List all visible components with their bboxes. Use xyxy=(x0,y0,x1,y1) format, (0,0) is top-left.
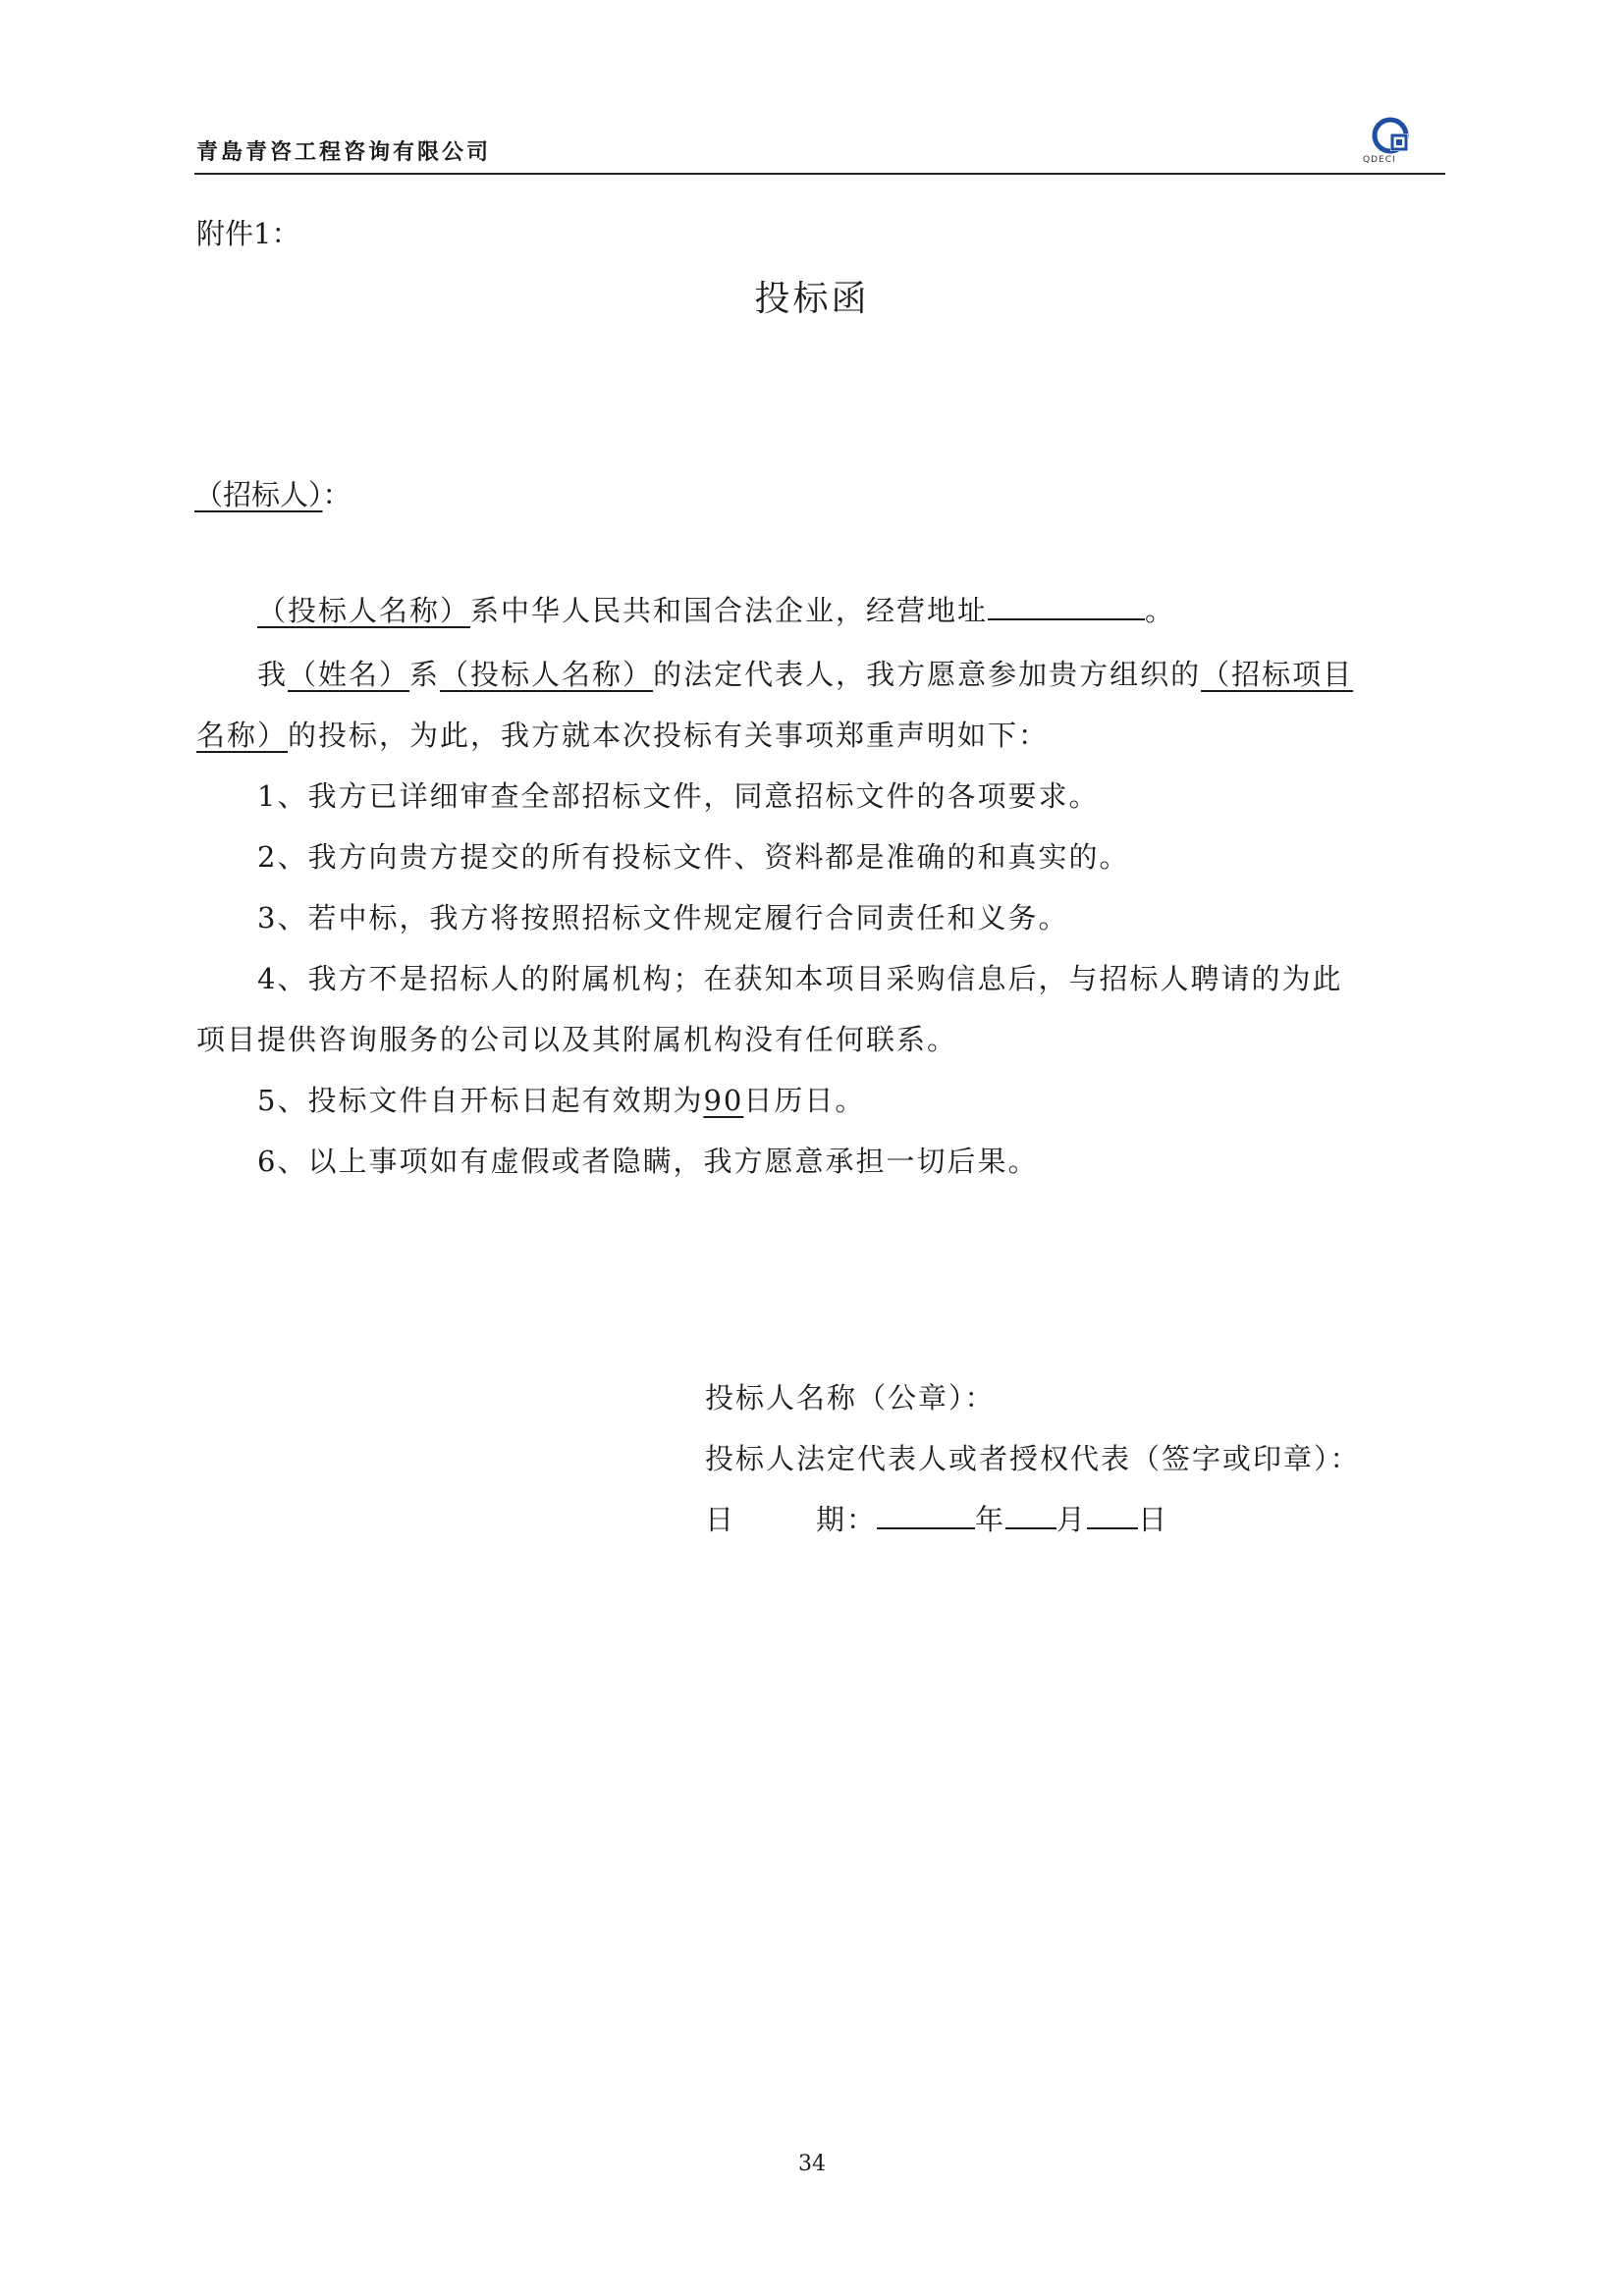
logo-text: QDECI xyxy=(1363,155,1396,165)
year-label: 年 xyxy=(975,1503,1006,1536)
item-4-line-2: 项目提供咨询服务的公司以及其附属机构没有任何联系。 xyxy=(196,1023,958,1056)
bidder-name-placeholder-2: （投标人名称） xyxy=(440,658,654,691)
item-5 xyxy=(196,1079,1508,1119)
date-line xyxy=(705,1498,1168,1538)
item-3: 3、若中标，我方将按照招标文件规定履行合同责任和义务。 xyxy=(257,901,1069,934)
bidder-name-placeholder: （投标人名称） xyxy=(257,594,471,627)
paragraph-2-line-1 xyxy=(196,653,1508,693)
month-label: 月 xyxy=(1056,1503,1088,1536)
representative-label: 投标人法定代表人或者授权代表（签字或印章）： xyxy=(705,1442,1361,1475)
page-number: 34 xyxy=(798,2152,826,2176)
attachment-label: 附件1： xyxy=(196,217,300,250)
p1-text: 系中华人民共和国合法企业，经营地址 xyxy=(470,594,989,627)
item-1: 1、我方已详细审查全部招标文件，同意招标文件的各项要求。 xyxy=(257,779,1100,813)
paragraph-1 xyxy=(196,589,1508,629)
project-name-placeholder-part1: （招标项目 xyxy=(1201,658,1354,691)
header-rule xyxy=(194,173,1445,175)
paragraph-2-line-2 xyxy=(196,714,1447,754)
addressee-line xyxy=(194,473,352,513)
date-label-2: 期： xyxy=(816,1503,878,1536)
day-label: 日 xyxy=(1138,1503,1169,1536)
p2-text3: 的投标，为此，我方就本次投标有关事项郑重声明如下： xyxy=(288,719,1050,752)
item-5-suffix: 日历日。 xyxy=(743,1084,866,1117)
day-blank xyxy=(1087,1500,1138,1529)
month-blank xyxy=(1005,1500,1056,1529)
addressee-colon: ： xyxy=(322,478,352,511)
document-title: 投标函 xyxy=(754,279,870,319)
p2-text1: 系 xyxy=(409,658,441,691)
item-5-prefix: 5、投标文件自开标日起有效期为 xyxy=(257,1084,704,1117)
p1-end: 。 xyxy=(1145,594,1176,627)
year-blank xyxy=(877,1500,975,1529)
address-blank xyxy=(988,591,1145,620)
company-name: 青島青咨工程咨询有限公司 xyxy=(196,140,492,165)
tenderer-placeholder: （招标人） xyxy=(194,478,323,511)
p2-text2: 的法定代表人，我方愿意参加贵方组织的 xyxy=(653,658,1202,691)
project-name-placeholder-part2: 名称） xyxy=(196,719,289,752)
item-2: 2、我方向贵方提交的所有投标文件、资料都是准确的和真实的。 xyxy=(257,840,1130,874)
date-label-1: 日 xyxy=(705,1503,736,1536)
p2-lead: 我 xyxy=(257,658,289,691)
seal-label: 投标人名称（公章）： xyxy=(705,1381,996,1415)
item-6: 6、以上事项如有虚假或者隐瞒，我方愿意承担一切后果。 xyxy=(257,1145,1039,1178)
validity-days: 90 xyxy=(703,1084,744,1117)
item-4-line-1: 4、我方不是招标人的附属机构；在获知本项目采购信息后，与招标人聘请的为此 xyxy=(257,962,1343,995)
name-placeholder: （姓名） xyxy=(288,658,410,691)
